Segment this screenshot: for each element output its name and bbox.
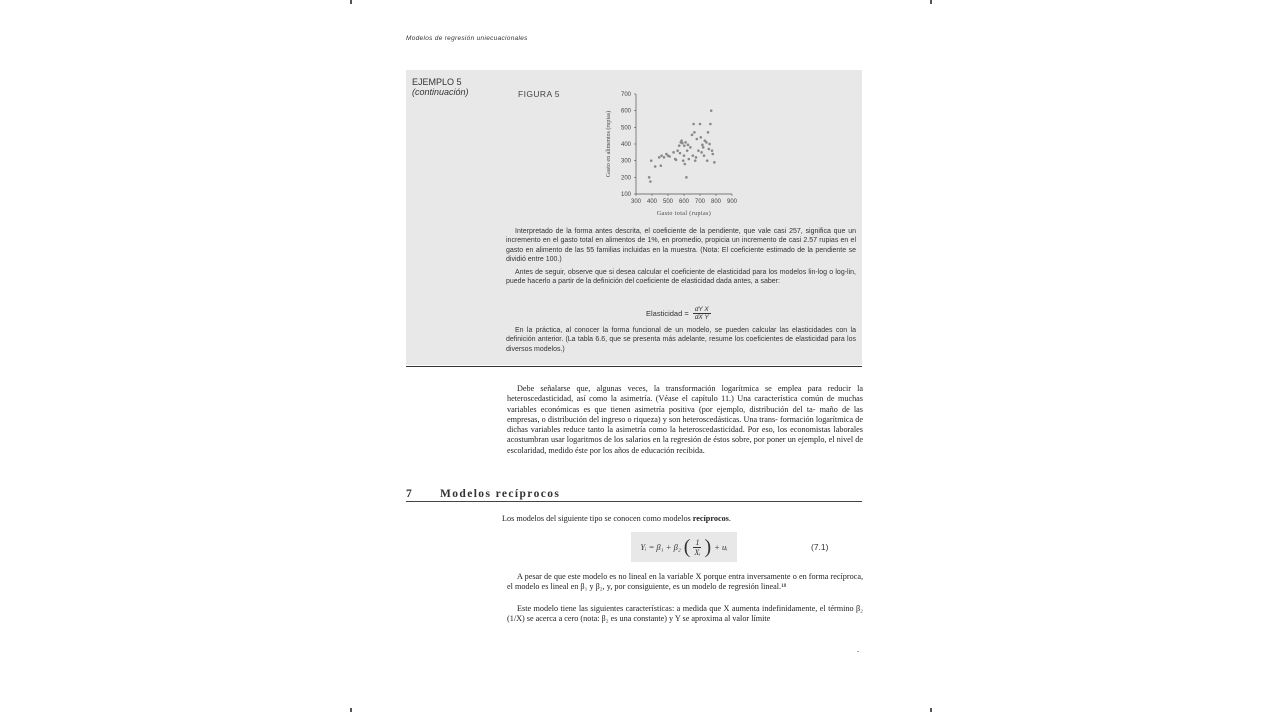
example-box [406, 70, 862, 365]
y-tick-label: 500 [620, 125, 631, 132]
y-tick-label: 200 [620, 175, 631, 182]
left-paren: ( [683, 536, 691, 558]
scatter-point [700, 136, 703, 139]
scatter-point [681, 142, 684, 145]
x-tick-label: 600 [678, 199, 690, 205]
crop-mark-bottom-right [930, 708, 932, 712]
y-tick-label: 100 [620, 192, 631, 198]
example-label [412, 77, 469, 97]
formula-denominator: dX Y [694, 314, 709, 321]
scatter-point [696, 138, 699, 141]
x-axis-label: Gasto total (rupias) [656, 211, 712, 217]
right-paren: ) [704, 536, 712, 558]
example-subtitle: (continuación) [412, 87, 469, 97]
scatter-point [687, 144, 690, 147]
scatter-point [699, 123, 702, 126]
scatter-point [710, 109, 713, 112]
scatter-point [686, 149, 689, 152]
scatter-point [688, 158, 691, 161]
x-tick-label: 400 [646, 199, 658, 205]
scatter-point [678, 144, 681, 147]
scatter-point [675, 159, 678, 162]
scatter-point [683, 144, 686, 147]
formula-numerator: dY X [694, 306, 709, 313]
scatter-point [650, 159, 653, 162]
scatter-point [684, 163, 687, 166]
example-paragraph-3: En la práctica, al conocer la forma funcional de un modelo, se pueden calcular las elasticidades con la definición anterior. (La tabla 6.6, que se presenta más adelante, resume los coeficientes de elasticidad para los diversos modelos.) [506, 327, 856, 353]
y-tick-label: 300 [620, 158, 631, 165]
y-tick-label: 700 [620, 92, 631, 98]
scatter-point [684, 141, 687, 144]
scatter-point [660, 154, 663, 157]
y-tick-label: 400 [620, 142, 631, 148]
scatter-point [697, 149, 700, 152]
scatter-point [660, 164, 663, 167]
scatter-point [703, 154, 706, 157]
scatter-point [692, 154, 695, 157]
scatter-point [713, 161, 716, 164]
running-head: Modelos de regresión uniecuacionales [406, 35, 528, 42]
scatter-point [649, 180, 652, 183]
formula-fraction [693, 306, 711, 321]
scatter-point [711, 149, 714, 152]
body-paragraph-2: A pesar de que este modelo es no lineal en la variable X porque entra inversamente o en forma recíproca, el modelo es lineal en β₁ y β₂, y, por consiguiente, es un modelo de regresión lineal.¹⁸ [507, 572, 863, 592]
scatter-point [702, 146, 705, 149]
scatter-point [682, 159, 685, 162]
x-tick-label: 300 [630, 199, 642, 205]
scatter-point [705, 141, 708, 144]
elasticity-formula [646, 306, 711, 321]
scatter-point [654, 165, 657, 168]
scatter-point [672, 151, 675, 154]
y-tick-label: 600 [620, 108, 631, 115]
scatter-point [692, 123, 695, 126]
scatter-point [712, 153, 715, 156]
crop-mark-top-right [930, 0, 932, 4]
example-title: EJEMPLO 5 [412, 77, 462, 87]
equation-rhs: + uᵢ [714, 542, 728, 552]
body-paragraph-3: Este modelo tiene las siguientes características: a medida que X aumenta indefinidamente, el término β₂ (1/X) se acerca a cero (nota: β₂ es una constante) y Y se aproxima al valor límite [507, 604, 863, 624]
scatter-point [706, 159, 709, 162]
x-tick-label: 800 [710, 199, 722, 205]
scatter-point [685, 176, 688, 179]
crop-mark-top-left [350, 0, 352, 4]
scatter-point [683, 154, 686, 157]
scatter-point [648, 176, 651, 179]
x-tick-label: 500 [662, 199, 674, 205]
formula-label: Elasticidad = [646, 309, 689, 318]
scatter-point [658, 156, 661, 159]
scatter-point [694, 159, 697, 162]
example-paragraph-1: Interpretado de la forma antes descrita, el coeficiente de la pendiente, que vale casi 257, significa que un incremento en el gasto total en alimentos de 1%, en promedio, propicia un incremento de casi 2.57 rupias en el gasto en alimento de las 55 familias incluidas en la muestra. (Nota: El coeficiente estimado de la pendiente se dividió entre 100.) [506, 228, 856, 264]
y-axis-label: Gasto en alimentos (rupias) [606, 110, 612, 178]
figure-label: FIGURA 5 [518, 89, 560, 99]
x-tick-label: 900 [726, 199, 738, 205]
section-title: Modelos recíprocos [440, 488, 561, 500]
equation-lhs: Yᵢ = β₁ + β₂ [640, 542, 681, 552]
scatter-point [693, 131, 696, 134]
section-heading [406, 488, 862, 502]
end-mark: . [857, 645, 859, 654]
scatter-point [701, 144, 704, 147]
equation-number: (7.1) [811, 542, 829, 552]
equation-box [631, 532, 737, 562]
scatter-point [663, 156, 666, 159]
section-number: 7 [406, 488, 414, 500]
scatter-point [689, 146, 692, 149]
scatter-point [708, 148, 711, 151]
scatter-point [695, 156, 698, 159]
equation-fraction [693, 538, 701, 557]
scatter-point [708, 143, 711, 146]
scatter-plot [584, 84, 764, 219]
scatter-point [676, 149, 679, 152]
box-bottom-rule [406, 366, 862, 367]
scatter-point [668, 155, 671, 158]
body-paragraph-1: Debe señalarse que, algunas veces, la transformación logarítmica se emplea para reducir la heteroscedasticidad, así como la asimetría. (Véase el capítulo 11.) Una característica común de muchas variables económicas es que tienen asimetría positiva (por ejemplo, distribución del ta- maño de las empresas, o distribución del ingreso o riqueza) y son heteroscedásticas. Una trans- formación logarítmica de dichas variables reduce tanto la asimetría como la heteroscedasticidad. Por eso, los economistas laborales acostumbran usar logaritmos de los salarios en la regresión de éstos sobre, por poner un ejemplo, el nivel de escolaridad, medido éste por los años de educación recibida. [507, 384, 863, 455]
reciprocal-term: recíprocos [692, 514, 729, 523]
scatter-point [700, 151, 703, 154]
scatter-point [691, 134, 694, 137]
equation-numerator: 1 [695, 537, 700, 547]
equation-denominator: Xᵢ [694, 547, 701, 557]
example-paragraph-2: Antes de seguir, observe que si desea calcular el coeficiente de elasticidad para los modelos lin-log o log-lin, puede hacerlo a partir de la definición del coeficiente de elasticidad dada antes, a saber: [506, 269, 856, 286]
scatter-point [707, 131, 710, 134]
scatter-point [680, 139, 683, 142]
crop-mark-bottom-left [350, 708, 352, 712]
scatter-point [679, 152, 682, 155]
scatter-point [709, 123, 712, 126]
reciprocal-intro: Los modelos del siguiente tipo se conocen como modelos recíprocos. [502, 514, 731, 523]
x-tick-label: 700 [694, 199, 706, 205]
